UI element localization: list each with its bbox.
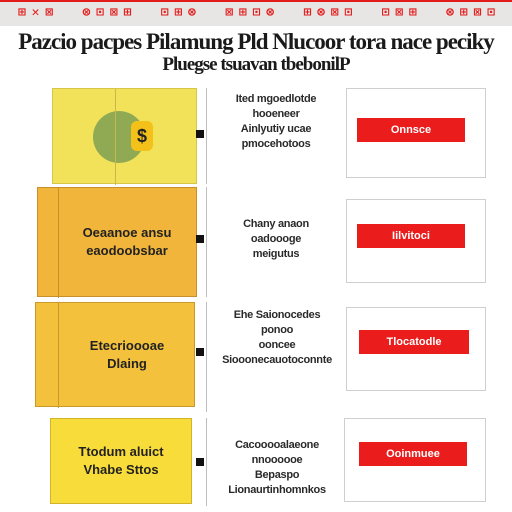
divider-line [206, 418, 207, 506]
step-card-2[interactable] [37, 187, 197, 297]
step-description: Chany anaon oadoooge meigutus [243, 218, 309, 260]
page-subtitle: Pluegse tsuavan tbebonilP [162, 54, 350, 75]
step-card-4[interactable] [50, 418, 192, 504]
step-description: Ehe Saionocedes ponoo ooncee Siooonecauotoconnte [222, 309, 332, 366]
action-panel [346, 199, 486, 283]
action-button[interactable]: Tlocatodle [359, 330, 469, 354]
action-panel [344, 418, 486, 502]
step-row-3 [0, 302, 512, 412]
divider-line [206, 88, 207, 184]
divider-line [206, 302, 207, 412]
banner-glyph-row [18, 5, 494, 20]
step-row-2 [0, 187, 512, 297]
banner-glyph: ⊡ ⊞ ⊗ [160, 5, 195, 20]
step-row-4 [0, 418, 512, 506]
banner-glyph: ⊞ ⊗ ⊠ ⊡ [303, 5, 352, 20]
dollar-coin-icon: $ [131, 121, 153, 151]
card-divider [58, 188, 59, 298]
card-divider [58, 303, 59, 408]
action-panel [346, 88, 486, 178]
action-button[interactable]: Iilvitoci [357, 224, 465, 248]
divider-line [206, 187, 207, 297]
top-banner [0, 0, 512, 26]
step-description: Ited mgoedlotde hooeneer Ainlyutiy ucae pmocehotoos [235, 93, 317, 150]
card-text: Ttodum aluict Vhabe Sttos [78, 444, 164, 477]
step-description: Cacooooalaeone nnoooooe Bepaspo Lionaurtinhomnkos [228, 439, 326, 496]
step-row-1 [0, 88, 512, 184]
action-button[interactable]: Onnsce [357, 118, 465, 142]
banner-glyph: ⊗ ⊞ ⊠ ⊡ [446, 5, 494, 20]
page-title: Pazcio pacpes Pilamung Pld Nlucoor tora nace peciky [18, 29, 494, 54]
banner-glyph: ⊗ ⊡ ⊠ ⊞ [82, 5, 131, 20]
card-text: Oeaanoe ansu eaodoobsbar [82, 225, 172, 258]
connector-node [196, 458, 204, 466]
action-button[interactable]: Ooinmuee [359, 442, 467, 466]
connector-node [196, 130, 204, 138]
action-panel [346, 307, 486, 391]
card-text: Etecrioooae Dlaing [89, 337, 165, 371]
step-card-1[interactable] [52, 88, 197, 184]
banner-glyph: ⊞ ✕ ⊠ [18, 5, 53, 20]
card-divider [115, 89, 116, 185]
step-card-3[interactable] [35, 302, 195, 407]
connector-node [196, 348, 204, 356]
banner-glyph: ⊡ ⊠ ⊞ [381, 5, 416, 20]
connector-node [196, 235, 204, 243]
banner-glyph: ⊠ ⊞ ⊡ ⊗ [225, 5, 274, 20]
